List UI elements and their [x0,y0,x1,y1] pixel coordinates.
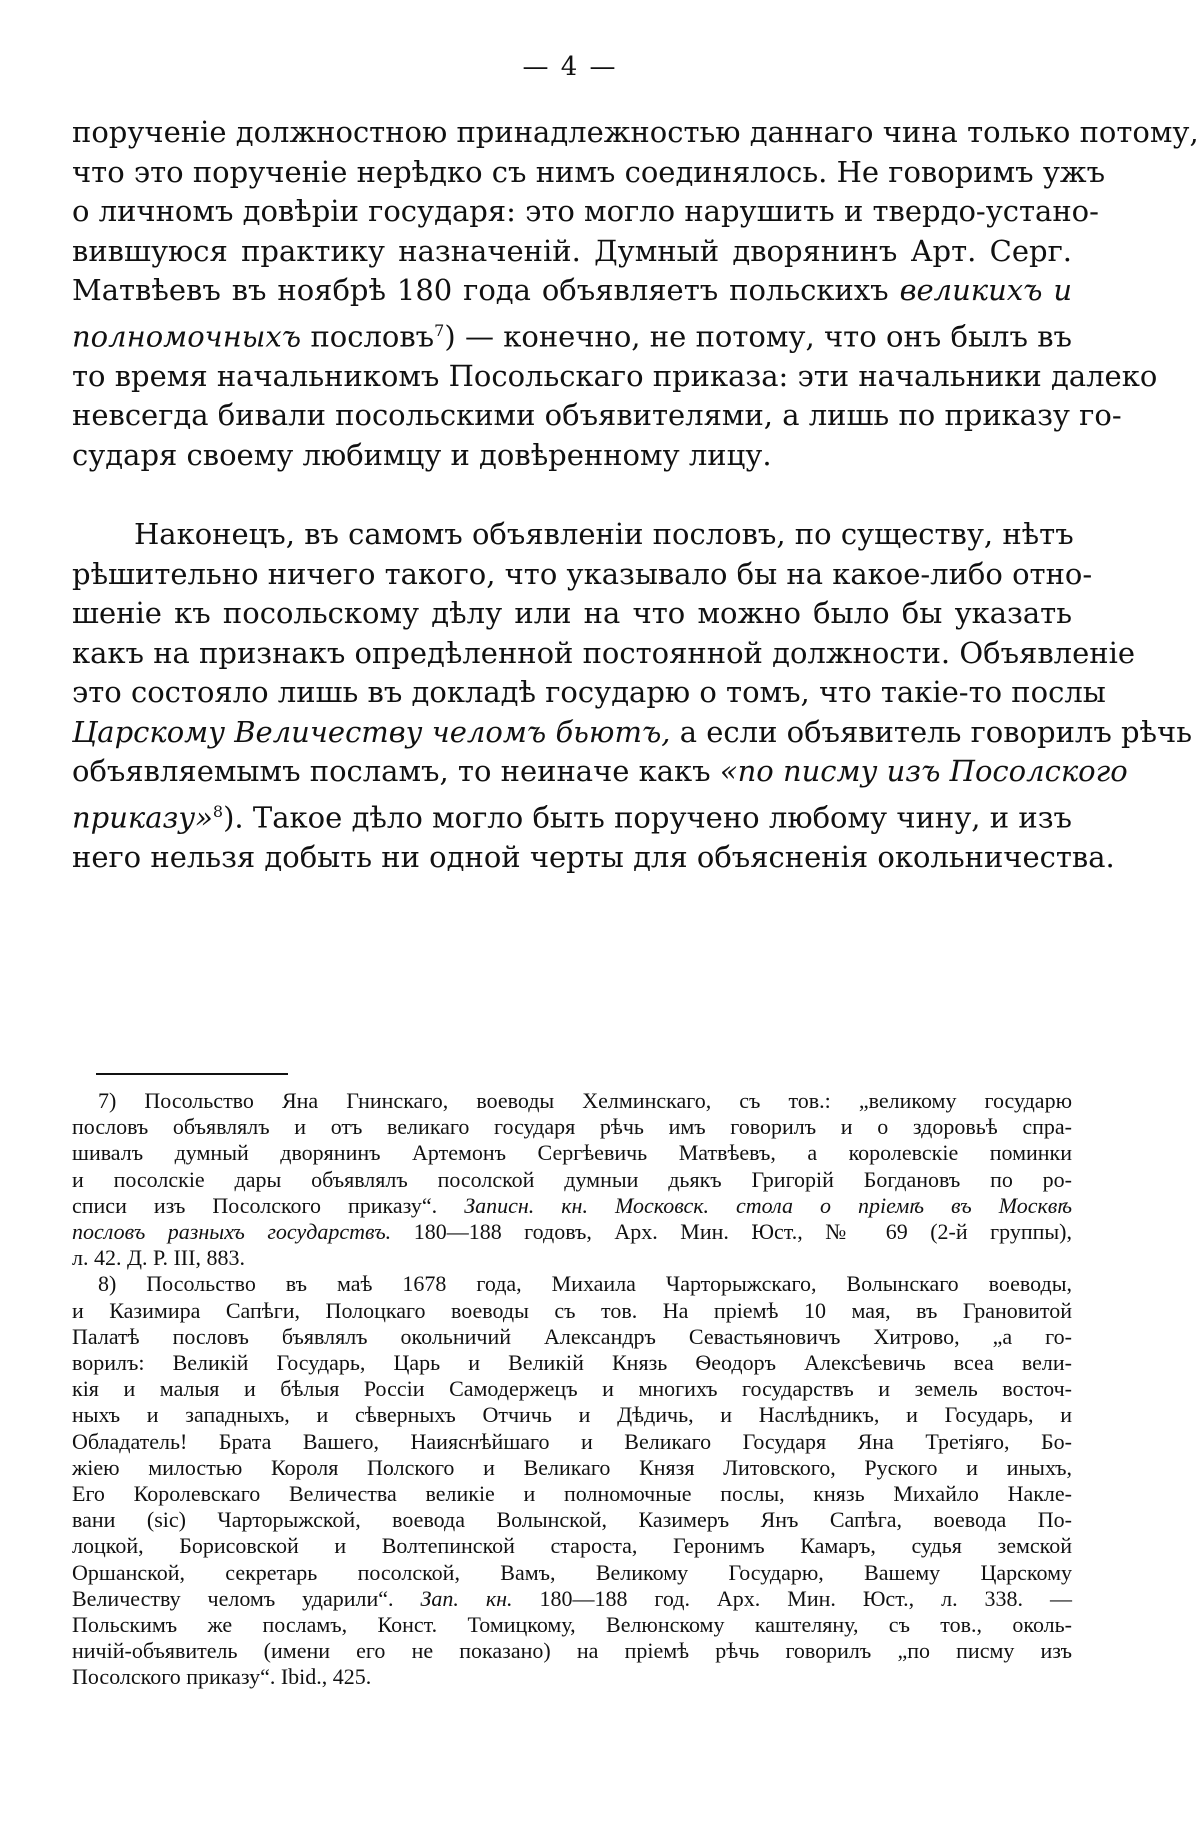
footnote-line [72,1586,1072,1612]
footnote-7 [72,1088,1072,1271]
italic-segment: приказу» [72,800,213,835]
text-segment: списи изъ Посолского приказу“. [72,1192,438,1218]
paragraph-2 [72,515,1193,877]
footnote-line: вани (sic) Чарторыжской, воевода Волынской, Казимеръ Янъ Сапѣга, воевода По- [72,1507,1072,1533]
footnote-line: ворилъ: Великій Государь, Царь и Великій Князь Ѳеодоръ Алексѣевичь всеа вели- [72,1350,1072,1376]
text-line: рѣшительно ничего такого, что указывало бы на какое-либо отно- [72,556,1093,591]
footnotes [72,1088,1072,1691]
text-line [72,752,1128,792]
footnote-line: жіею милостью Короля Полского и Великаго Князя Литовского, Руского и иныхъ, [72,1454,1072,1480]
text-line [72,713,1193,753]
text-line: какъ на признакъ опредѣленной постоянной должности. Объявленіе [72,635,1136,670]
text-segment: Матвѣевъ въ ноябрѣ 180 года объявляетъ польскихъ [72,273,889,307]
italic-segment: пословъ разныхъ государствъ. [72,1219,392,1245]
text-line: невсегда бивали посольскими объявителями, а лишь по приказу го- [72,398,1122,433]
footnote-line: Обладатель! Брата Вашего, Наияснѣйшаго и Великаго Государя Яна Третіяго, Бо- [72,1428,1072,1454]
text-line: вившуюся практику назначеній. Думный дворянинъ Арт. Серг. [72,233,1072,268]
italic-segment: Царскому Величеству челомъ бьютъ, [72,714,671,749]
footnote-line: ныхъ и западныхъ, и сѣверныхъ Отчичь и Дѣдичь, и Наслѣдникъ, и Государь, и [72,1402,1072,1428]
footnote-line: Посолского приказу“. Ibid., 425. [72,1664,372,1690]
footnote-line: л. 42. Д. Р. III, 883. [72,1245,245,1271]
italic-segment: великихъ и [899,273,1073,307]
footnote-ref-7: 7 [434,320,445,340]
main-text [72,113,1199,877]
italic-segment: полномочныхъ [72,319,302,354]
footnote-line [72,1219,1072,1245]
footnote-divider [96,1073,288,1075]
footnote-line: Палатѣ пословъ бъявлялъ окольничий Александръ Севастьяновичъ Хитрово, „а го- [72,1323,1072,1349]
text-line: то время начальникомъ Посольскаго приказа: эти начальники далеко [72,358,1158,393]
page-number: — 4 — [522,52,618,82]
text-segment: ). Такое дѣло могло быть поручено любому чину, и изъ [223,800,1072,835]
footnote-line [72,1193,1072,1219]
footnote-line: и Казимира Сапѣги, Полоцкаго воеводы съ тов. На пріемѣ 10 мая, въ Грановитой [72,1297,1072,1323]
footnote-line: и посолскіе дары объявлялъ посолской думныи дьякъ Григорій Богдановъ по ро- [72,1166,1072,1192]
footnote-line: Его Королевскаго Величества великіе и полномочные послы, князь Михайло Накле- [72,1481,1072,1507]
text-line: порученіе должностною принадлежностью даннаго чина только потому, [72,115,1199,149]
text-line: это состояло лишь въ докладѣ государю о томъ, что такіе-то послы [72,675,1106,710]
footnote-line: Польскимъ же посламъ, Конст. Томицкому, Велюнскому каштеляну, съ тов., околь- [72,1612,1072,1638]
text-segment: объявляемымъ посламъ, то неиначе какъ [72,754,711,789]
text-segment: пословъ [310,319,435,354]
footnote-8 [72,1271,1072,1690]
italic-segment: Записн. кн. Московск. стола о пріемѣ въ Москвѣ [464,1192,1072,1218]
italic-segment: Зап. кн. [420,1585,513,1611]
text-segment: а если объявитель говорилъ рѣчь [679,714,1193,749]
text-segment: 180—188 годовъ, Арх. Мин. Юст., № 69 (2-й группы), [413,1219,1073,1245]
text-line [72,311,1072,357]
text-line: сударя своему любимцу и довѣренному лицу. [72,437,772,472]
text-line [72,271,1072,311]
paragraph-1 [72,113,1199,475]
footnote-line: кія и малыя и бѣлыя Россіи Самодержецъ и многихъ государствъ и земель восточ- [72,1376,1072,1402]
footnote-ref-8: 8 [212,801,224,821]
footnote-line: Оршанской, секретарь посолской, Вамъ, Великому Государю, Вашему Царскому [72,1559,1072,1585]
footnote-line: ничій-объявитель (имени его не показано) на пріемѣ рѣчь говорилъ „по писму изъ [72,1638,1072,1664]
footnote-line: шивалъ думный дворянинъ Артемонъ Сергѣевичь Матвѣевъ, а королевскіе поминки [72,1140,1072,1166]
footnote-line: 7) Посольство Яна Гнинскаго, воеводы Хелминскаго, съ тов.: „великому государю [98,1088,1072,1113]
footnote-line: пословъ объявлялъ и отъ великаго государя рѣчь имъ говорилъ и о здоровьѣ спра- [72,1114,1072,1140]
italic-segment: «по писму изъ Посолского [719,754,1128,789]
footnote-line: 8) Посольство въ маѣ 1678 года, Михаила Чарторыжскаго, Волынскаго воеводы, [98,1271,1072,1297]
text-segment: ) — конечно, не потому, что онъ былъ въ [444,319,1073,354]
text-line: него нельзя добыть ни одной черты для объясненія окольничества. [72,839,1115,874]
text-line: что это порученіе нерѣдко съ нимъ соединялось. Не говоримъ ужъ [72,154,1106,189]
text-line [72,792,1072,838]
text-line: Наконецъ, въ самомъ объявленіи пословъ, по существу, нѣтъ [134,517,1074,552]
footnote-line: лоцкой, Борисовской и Волтепинской староста, Геронимъ Камаръ, судья земской [72,1533,1072,1559]
text-line: о личномъ довѣріи государя: это могло нарушить и твердо-устано- [72,194,1099,228]
text-line: шеніе къ посольскому дѣлу или на что можно было бы указать [72,596,1072,631]
text-segment: 180—188 год. Арх. Мин. Юст., л. 338. — [539,1585,1072,1611]
text-segment: Величеству челомъ ударили“. [72,1585,394,1611]
